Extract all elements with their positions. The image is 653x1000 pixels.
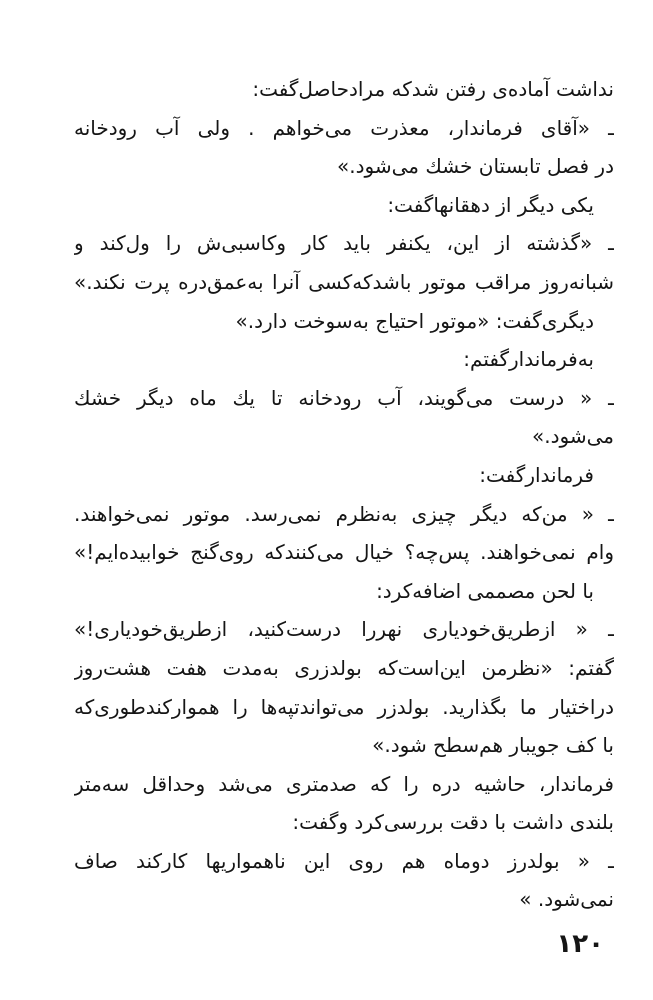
text-line: ـ « من‌که دیگر چیزی به‌نظرم نمی‌رسد. موتور نمی‌خواهند. [74, 501, 614, 526]
text-line: به‌فرماندار‌گفتم: [463, 347, 594, 372]
text-line: با لحن مصممی اضافه‌کرد: [376, 578, 594, 603]
text-line: ـ « بولدرز دوماه هم روی این ناهمواریها کارکند صاف [74, 848, 614, 873]
text-line: بلندی داشت با دقت بررسی‌کرد وگفت: [292, 810, 614, 835]
text-line: می‌شود.» [532, 424, 614, 449]
text-line: ـ «آقای فرماندار، معذرت می‌خواهم . ولی آب رودخانه [74, 115, 614, 140]
text-line: نداشت آماده‌ی رفتن شدکه مرادحاصل‌گفت: [252, 77, 614, 101]
text-line: شبانه‌روز مراقب موتور باشدکه‌کسی آنرا به‌عمق‌دره پرت نکند.» [74, 269, 614, 294]
page-text [74, 70, 614, 919]
text-line: یکی دیگر از دهقانهاگفت: [387, 192, 594, 217]
text-line: وام نمی‌خواهند. پس‌چه؟ خیال می‌کنندکه روی‌گنج خوابیده‌ایم!» [74, 540, 614, 565]
text-line: فرماندار‌گفت: [479, 462, 594, 487]
text-line: ـ «گذشته از این، یکنفر باید کار وکاسبی‌ش را ول‌کند و [74, 231, 614, 256]
text-line: گفتم: «نظرمن این‌است‌که بولدزری به‌مدت هفت هشت‌روز [74, 655, 614, 680]
text-line: دراختیار ما بگذارید. بولدزر می‌تواندتپه‌ها را هموارکندطوری‌که [74, 694, 614, 719]
text-line: نمی‌شود. » [519, 887, 614, 912]
text-line: فرماندار، حاشیه دره را که صدمتری می‌شد وحداقل سه‌متر [74, 771, 614, 796]
text-line: در فصل تابستان خشك می‌شود.» [337, 154, 614, 179]
text-line: با کف جویبار هم‌سطح شود.» [372, 733, 614, 758]
text-line: ـ « درست می‌گویند، آب رودخانه تا یك ماه دیگر خشك [74, 385, 614, 410]
text-line: دیگری‌گفت: «موتور احتیاج به‌سوخت دارد.» [235, 308, 594, 333]
page-number: ۱۲۰ [556, 929, 604, 959]
text-line: ـ « ازطریق‌خودیاری نهررا درست‌کنید، ازطریق‌خودیاری!» [74, 617, 614, 642]
